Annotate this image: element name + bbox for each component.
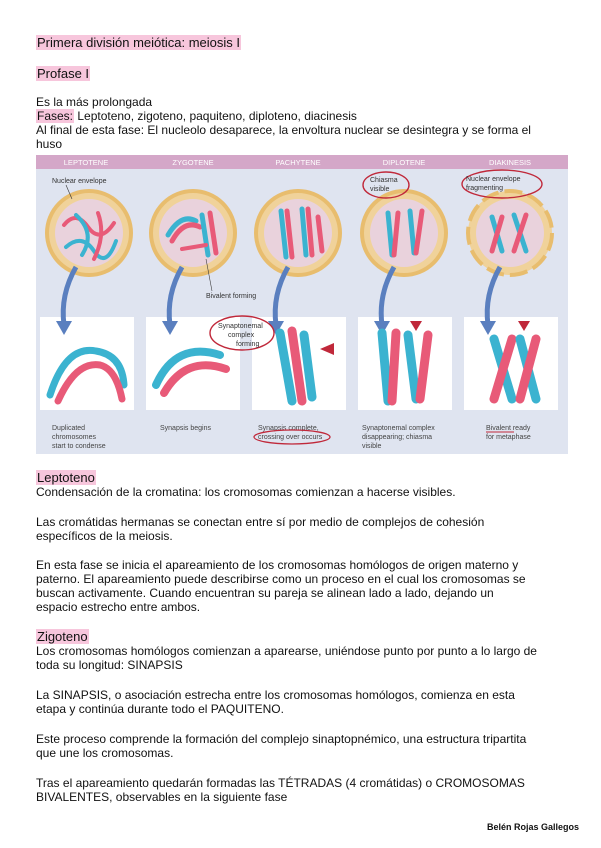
zigoteno-heading: Zigoteno (37, 629, 88, 644)
profase-line1: Es la más prolongada (36, 95, 153, 109)
stage-label-leptotene: LEPTOTENE (63, 158, 109, 167)
nucleus-zygotene (151, 191, 235, 275)
zigoteno-p2a: La SINAPSIS, o asociación estrecha entre los cromosomas homólogos, comienza en esta (36, 688, 515, 702)
zigoteno-p2b: etapa y continúa durante todo el PAQUITENO. (36, 702, 284, 716)
label-envelope-fragmenting-1: Nuclear envelope (466, 176, 521, 183)
caption-leptotene-3: start to condense (52, 443, 106, 450)
leptoteno-p3a: En esta fase se inicia el apareamiento de los cromosomas homólogos de origen materno y (36, 558, 519, 572)
caption-zygotene-1: Synapsis begins (160, 425, 211, 432)
zigoteno-p3b: que une los cromosomas. (36, 746, 174, 760)
label-synaptonemal-3: forming (236, 341, 260, 348)
caption-leptotene-2: chromosomes (52, 434, 96, 441)
nucleus-leptotene (47, 191, 131, 275)
zigoteno-p4a: Tras el apareamiento quedarán formadas las TÉTRADAS (4 cromátidas) o CROMOSOMAS (36, 776, 525, 790)
leptoteno-p3d: espacio estrecho entre ambos. (36, 600, 201, 614)
zigoteno-p4b: BIVALENTES, observables en la siguiente fase (36, 790, 288, 804)
zigoteno-text-2 (36, 688, 568, 716)
stage-label-diakinesis: DIAKINESIS (488, 158, 532, 167)
caption-pachytene-1: Synapsis complete, (258, 425, 319, 432)
nucleus-diplotene (362, 191, 446, 275)
caption-diakinesis-2: for metaphase (486, 434, 531, 441)
stage-label-pachytene: PACHYTENE (275, 158, 321, 167)
leptoteno-p2b: específicos de la meiosis. (36, 529, 173, 543)
profase-text (36, 95, 568, 151)
profase-fases (36, 109, 568, 123)
leptoteno-p1: Condensación de la cromatina: los cromosomas comienzan a hacerse visibles. (36, 485, 456, 499)
stage-label-zygotene: ZYGOTENE (172, 158, 214, 167)
fases-label: Fases: (37, 109, 74, 123)
label-synaptonemal-1: Synaptonemal (218, 323, 263, 330)
leptoteno-p3c: buscan activamente. Cuando encuentran su pareja se alinean lado a lado, dejando un (36, 586, 494, 600)
label-synaptonemal-2: complex (228, 332, 255, 339)
label-bivalent-forming: Bivalent forming (206, 293, 257, 300)
profase-heading: Profase I (37, 66, 90, 81)
zigoteno-p1a: Los cromosomas homólogos comienzan a aparearse, uniéndose punto por punto a lo largo de (36, 644, 537, 658)
profase-line3b: huso (36, 137, 63, 151)
page-title: Primera división meiótica: meiosis I (37, 35, 241, 50)
caption-leptotene-1: Duplicated (52, 425, 86, 432)
caption-pachytene-2: crossing over occurs (258, 434, 323, 441)
caption-diplotene-3: visible (362, 443, 382, 450)
label-chiasma-2: visible (370, 186, 390, 193)
zigoteno-p1b: toda su longitud: SINAPSIS (36, 658, 183, 672)
label-chiasma-1: Chiasma (370, 177, 398, 184)
leptoteno-text-2 (36, 515, 568, 543)
nucleus-pachytene (256, 191, 340, 275)
leptoteno-text (36, 485, 568, 499)
caption-diplotene-2: disappearing; chiasma (362, 434, 433, 441)
zigoteno-text (36, 644, 568, 672)
zigoteno-text-4 (36, 776, 568, 804)
nucleus-diakinesis (468, 191, 552, 275)
leptoteno-heading: Leptoteno (37, 470, 95, 485)
caption-diplotene-1: Synaptonemal complex (362, 425, 435, 432)
label-nuclear-envelope: Nuclear envelope (52, 178, 107, 185)
zigoteno-p3a: Este proceso comprende la formación del complejo sinaptopnémico, una estructura tripartita (36, 732, 527, 746)
profase-line3a: Al final de esta fase: El nucleolo desaparece, la envoltura nuclear se desintegra y se forma el (36, 123, 531, 137)
stage-label-diplotene: DIPLOTENE (382, 158, 426, 167)
leptoteno-p2a: Las cromátidas hermanas se conectan entre sí por medio de complejos de cohesión (36, 515, 485, 529)
leptoteno-p3b: paterno. El apareamiento puede describirse como un proceso en el cual los cromosomas se (36, 572, 526, 586)
fases-text: Leptoteno, zigoteno, paquiteno, diploteno, diacinesis (74, 109, 357, 123)
meiosis-prophase-figure (36, 155, 568, 454)
label-envelope-fragmenting-2: fragmenting (466, 185, 503, 192)
author-footer: Belén Rojas Gallegos (486, 822, 579, 832)
zigoteno-text-3 (36, 732, 568, 760)
panel-diplotene (358, 317, 452, 410)
caption-diakinesis-1: Bivalent ready (486, 425, 531, 432)
leptoteno-text-3 (36, 558, 568, 614)
